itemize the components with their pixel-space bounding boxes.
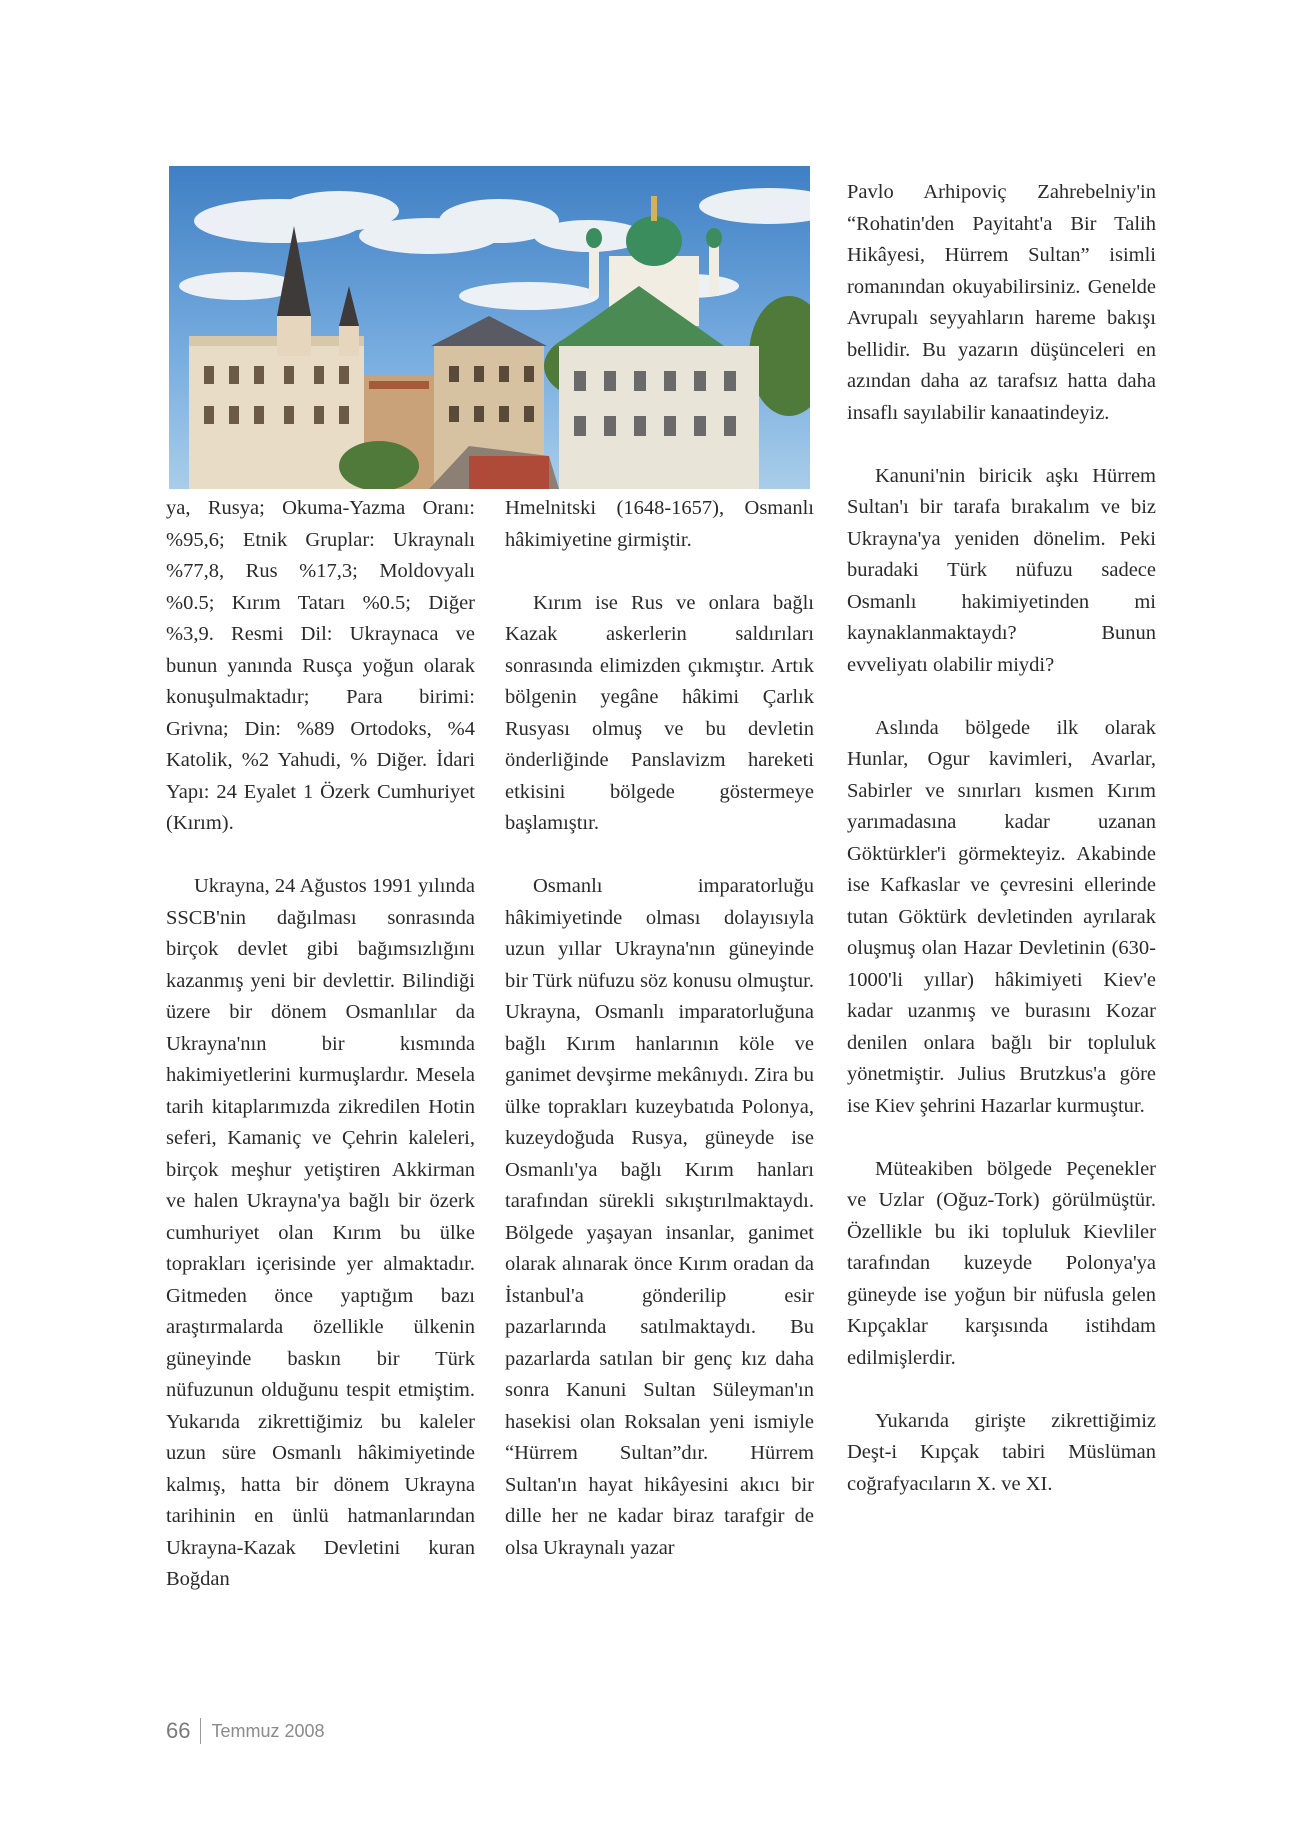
paragraph: Aslında bölgede ilk olarak Hunlar, Ogur kavimleri, Avarlar, Sabirler ve sınırları kısmen Kırım yarımadasına kadar uzanan Göktürkler'i görmekteyiz. Akabinde ise Kafkaslar ve çevresini ellerinde tutan Göktürk devletinden ayrılarak oluşmuş olan Hazar Devletinin (630-1000'li yıllar) hâkimiyeti Kiev'e kadar uzanmış ve burasını Kozar denilen onlara bağlı bir topluluk yönetmiştir. Julius Brutzkus'a göre ise Kiev şehrini Hazarlar kurmuştur. <box>847 716 1156 1117</box>
text-column-3 <box>847 177 1156 1500</box>
page-number: 66 <box>166 1718 191 1743</box>
paragraph: Yukarıda girişte zikrettiğimiz Deşt-i Kıpçak tabiri Müslüman coğrafyacıların X. ve XI. <box>847 1409 1156 1495</box>
text-column-1 <box>166 493 475 1596</box>
page-footer <box>166 1718 325 1744</box>
paragraph: Kırım ise Rus ve onlara bağlı Kazak askerlerin saldırıları sonrasında elimizden çıkmıştır. Artık bölgenin yegâne hâkimi Çarlık Rusyası olmuş ve bu devletin önderliğinde Panslavizm hareketi etkisini bölgede göstermeye başlamıştır. <box>505 591 814 834</box>
paragraph: Osmanlı imparatorluğu hâkimiyetinde olması dolayısıyla uzun yıllar Ukrayna'nın güneyinde bir Türk nüfuzu söz konusu olmuştur. Ukrayna, Osmanlı imparatorluğuna bağlı Kırım hanlarının köle ve ganimet devşirme mekânıydı. Zira bu ülke toprakları kuzeybatıda Polonya, kuzeydoğuda Rusya, güneyde ise Osmanlı'ya bağlı Kırım hanları tarafından sürekli sıkıştırılmaktaydı. Bölgede yaşayan insanlar, ganimet olarak alınarak önce Kırım oradan da İstanbul'a gönderilip esir pazarlarında satılmaktaydı. Bu pazarlarda satılan bir genç kız daha sonra Kanuni Sultan Süleyman'ın hasekisi olan Roksalan yeni ismiyle “Hürrem Sultan”dır. Hürrem Sultan'ın hayat hikâyesini akıcı bir dille her ne kadar biraz tarafgir de olsa Ukraynalı yazar <box>505 875 814 1559</box>
paragraph: ya, Rusya; Okuma-Yazma Oranı: %95,6; Etnik Gruplar: Ukraynalı %77,8, Rus %17,3; Moldovyalı %0.5; Kırım Tatarı %0.5; Diğer %3,9. Resmi Dil: Ukraynaca ve bunun yanında Rusça yoğun olarak konuşulmaktadır; Para birimi: Grivna; Din: %89 Ortodoks, %4 Katolik, %2 Yahudi, % Diğer. İdari Yapı: 24 Eyalet 1 Özerk Cumhuriyet (Kırım). <box>166 497 475 834</box>
paragraph: Hmelnitski (1648-1657), Osmanlı hâkimiyetine girmiştir. <box>505 497 814 551</box>
paragraph: Ukrayna, 24 Ağustos 1991 yılında SSCB'nin dağılması sonrasında birçok devlet gibi bağımsızlığını kazanmış yeni bir devlettir. Bilindiği üzere bir dönem Osmanlılar da Ukrayna'nın bir kısmında hakimiyetlerini kurmuşlardır. Mesela tarih kitaplarımızda zikredilen Hotin seferi, Kamaniç ve Çehrin kaleleri, birçok meşhur yetiştiren Akkirman ve halen Ukrayna'ya bağlı bir özerk cumhuriyet olan Kırım bu ülke toprakları içerisinde yer almaktadır. Gitmeden önce yaptığım bazı araştırmalarda özellikle ülkenin güneyinde baskın bir Türk nüfuzunun olduğunu tespit etmiştim. Yukarıda zikrettiğimiz bu kaleler uzun süre Osmanlı hâkimiyetinde kalmış, hatta bir dönem Ukrayna tarihinin en ünlü hatmanlarından Ukrayna-Kazak Devletini kuran Boğdan <box>166 875 475 1590</box>
paragraph: Kanuni'nin biricik aşkı Hürrem Sultan'ı bir tarafa bırakalım ve biz Ukrayna'ya yeniden dönelim. Peki buradaki Türk nüfuzu sadece Osmanlı hakimiyetinden mi kaynaklanmaktaydı? Bunun evveliyatı olabilir miydi? <box>847 464 1156 676</box>
issue-date: Temmuz 2008 <box>211 1720 325 1741</box>
paragraph: Pavlo Arhipoviç Zahrebelniy'in “Rohatin'den Payitaht'a Bir Talih Hikâyesi, Hürrem Sultan” isimli romanından okuyabilirsiniz. Genelde Avrupalı seyyahların hareme bakışı bellidir. Bu yazarın düşünceleri en azından daha az tarafsız hatta daha insaflı sayılabilir kanaatindeyiz. <box>847 181 1156 424</box>
text-column-2 <box>505 493 814 1564</box>
footer-divider <box>200 1718 201 1744</box>
city-skyline-photo <box>169 166 810 489</box>
paragraph: Müteakiben bölgede Peçenekler ve Uzlar (Oğuz-Tork) görülmüştür. Özellikle bu iki topluluk Kievliler tarafından kuzeyde Polonya'ya güneyde ise yoğun bir nüfusla gelen Kıpçaklar karşısında istihdam edilmişlerdir. <box>847 1157 1156 1369</box>
